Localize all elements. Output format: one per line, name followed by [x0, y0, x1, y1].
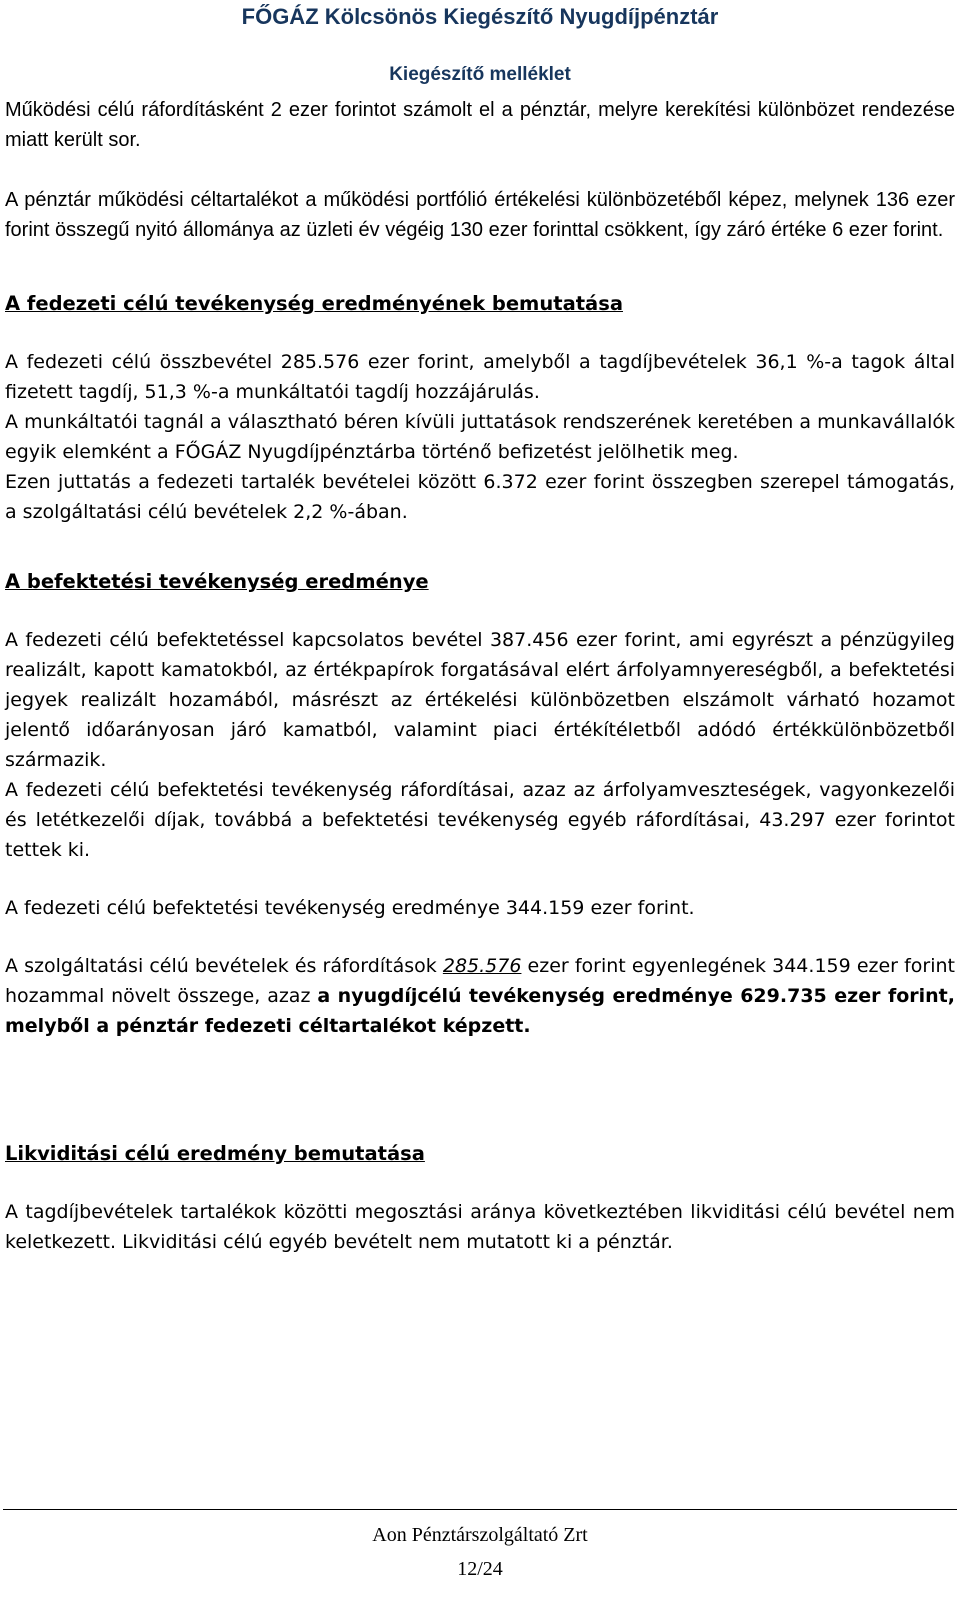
- paragraph-investment-result: A fedezeti célú befektetési tevékenység eredménye 344.159 ezer forint.: [5, 897, 695, 919]
- paragraph-employer-benefits: A munkáltatói tagnál a választható béren kívüli juttatások rendszerének keretében a munkavállalók egyik elemként a FŐGÁZ Nyugdíjpénztárba történő befizetést jelölhetik meg.: [5, 411, 955, 463]
- paragraph-operating-expense: Működési célú ráfordításként 2 ezer forintot számolt el a pénztár, melyre kerekítési különbözet rendezése miatt került sor.: [5, 99, 955, 151]
- section-heading-likviditasi: Likviditási célú eredmény bemutatása: [5, 1142, 425, 1165]
- page-number: 12/24: [457, 1558, 503, 1580]
- footer-divider: [3, 1509, 957, 1510]
- paragraph-investment-income: A fedezeti célú befektetéssel kapcsolatos bevétel 387.456 ezer forint, ami egyrészt a pénzügyileg realizált, kapott kamatokból, az értékpapírok forgatásával elért árfolyamnyereségből, a befektetési jegyek realizált hozamából, másrészt az értékelési különbözetben elszámolt várható hozamot jelentő időarányosan járó kamatból, valamint piaci értékítéletből adódó értékkülönbözetből származik.: [5, 629, 955, 771]
- section-heading-befektetesi: A befektetési tevékenység eredménye: [5, 570, 429, 593]
- document-title: FŐGÁZ Kölcsönös Kiegészítő Nyugdíjpénztár: [241, 4, 719, 29]
- document-subtitle: Kiegészítő melléklet: [389, 64, 571, 85]
- paragraph-pension-result: [5, 951, 955, 1041]
- footer-company: Aon Pénztárszolgáltató Zrt: [372, 1524, 588, 1546]
- paragraph-investment-expenses: A fedezeti célú befektetési tevékenység ráfordításai, azaz az árfolyamveszteségek, vagyonkezelői és letétkezelői díjak, továbbá a befektetési tevékenység egyéb ráfordításai, 43.297 ezer forintot tettek ki.: [5, 779, 955, 861]
- pension-result-text-mid: ezer forint egyenlegének 344.159 ezer forint hozammal növelt összege, azaz: [5, 955, 955, 1007]
- pension-result-bold: a nyugdíjcélú tevékenység eredménye 629.735 ezer forint, melyből a pénztár fedezeti céltartalékot képzett.: [5, 985, 955, 1037]
- paragraph-benefit-support: Ezen juttatás a fedezeti tartalék bevételei között 6.372 ezer forint összegben szerepel támogatás, a szolgáltatási célú bevételek 2,2 %-ában.: [5, 471, 955, 523]
- paragraph-total-revenue: A fedezeti célú összbevétel 285.576 ezer forint, amelyből a tagdíjbevételek 36,1 %-a tagok által fizetett tagdíj, 51,3 %-a munkáltatói tagdíj hozzájárulás.: [5, 351, 955, 403]
- pension-result-emphasis: 285.576: [442, 955, 522, 977]
- pension-result-text-start: A szolgáltatási célú bevételek és ráfordítások: [5, 955, 443, 977]
- section-heading-fedezeti: A fedezeti célú tevékenység eredményének bemutatása: [5, 292, 623, 315]
- document-body: [5, 95, 955, 1257]
- paragraph-liquidity: A tagdíjbevételek tartalékok közötti megosztási aránya következtében likviditási célú bevétel nem keletkezett. Likviditási célú egyéb bevételt nem mutatott ki a pénztár.: [5, 1201, 955, 1253]
- paragraph-operating-reserve: A pénztár működési céltartalékot a működési portfólió értékelési különbözetéből képez, melynek 136 ezer forint összegű nyitó állománya az üzleti év végéig 130 ezer forinttal csökkent, így záró értéke 6 ezer forint.: [5, 189, 955, 241]
